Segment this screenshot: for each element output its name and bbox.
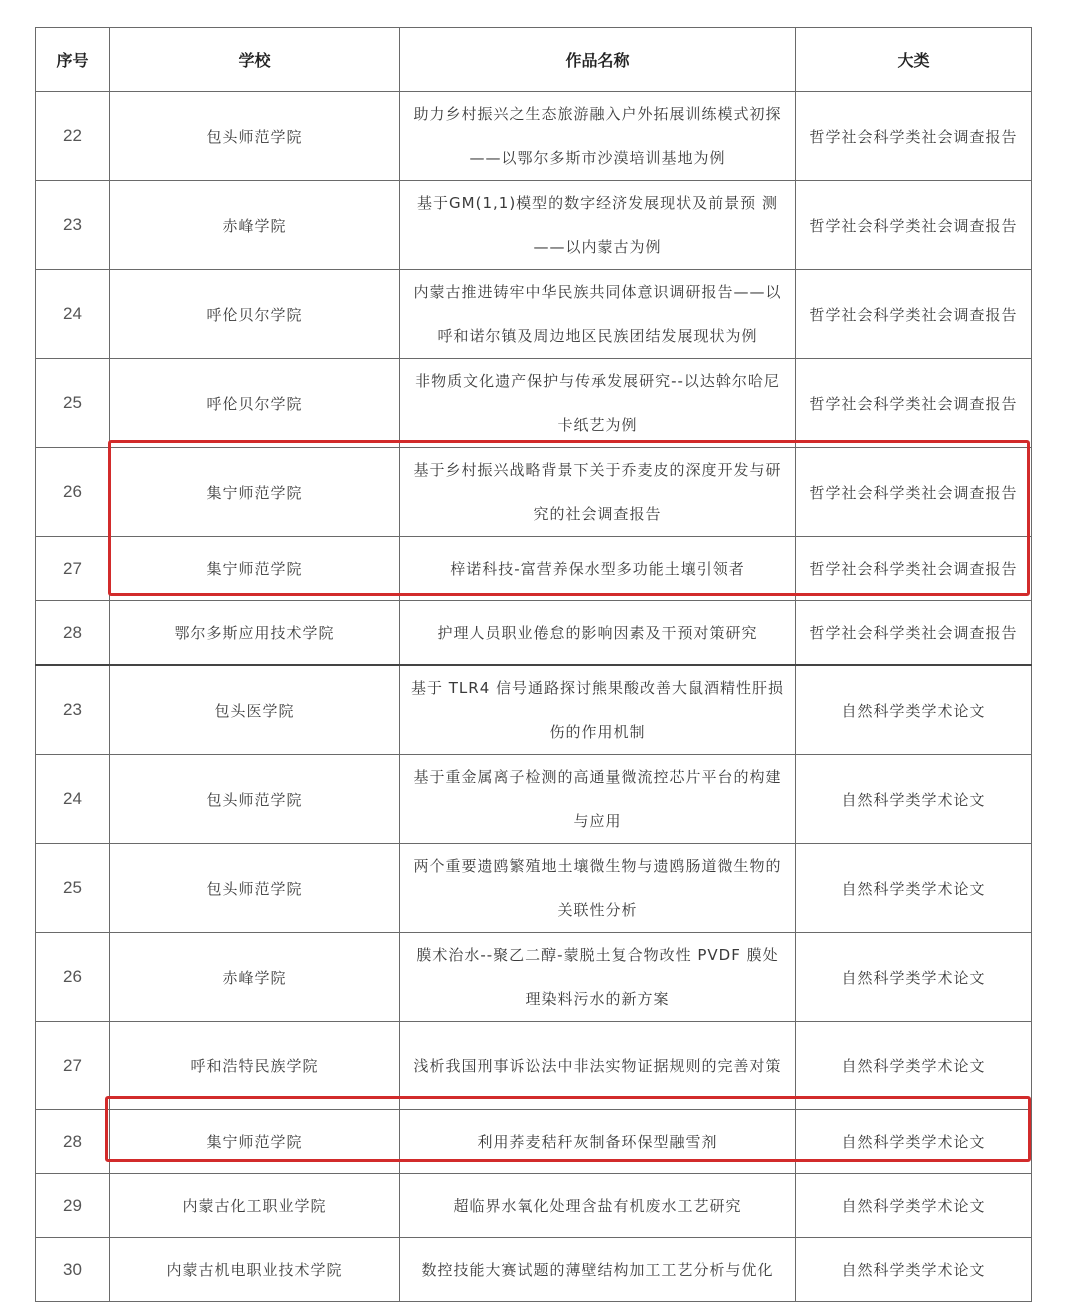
cell-number: 23 [36, 665, 110, 755]
cell-number: 25 [36, 844, 110, 933]
table-row [36, 844, 1032, 933]
table-row [36, 1174, 1032, 1238]
cell-category: 自然科学类学术论文 [796, 1022, 1032, 1110]
cell-title: 浅析我国刑事诉讼法中非法实物证据规则的完善对策 [400, 1022, 796, 1110]
cell-category: 自然科学类学术论文 [796, 755, 1032, 844]
cell-category: 哲学社会科学类社会调查报告 [796, 359, 1032, 448]
highlight-box-row-28 [105, 1096, 1031, 1162]
cell-school: 包头师范学院 [110, 755, 400, 844]
cell-category: 自然科学类学术论文 [796, 1238, 1032, 1302]
table-row [36, 665, 1032, 755]
cell-number: 25 [36, 359, 110, 448]
cell-number: 29 [36, 1174, 110, 1238]
cell-title: 利用荞麦秸秆灰制备环保型融雪剂 [400, 1110, 796, 1174]
cell-category: 自然科学类学术论文 [796, 933, 1032, 1022]
cell-category: 自然科学类学术论文 [796, 665, 1032, 755]
cell-number: 27 [36, 537, 110, 601]
cell-number: 26 [36, 448, 110, 537]
cell-number: 23 [36, 181, 110, 270]
cell-title: 非物质文化遗产保护与传承发展研究--以达斡尔哈尼卡纸艺为例 [400, 359, 796, 448]
cell-school: 集宁师范学院 [110, 1110, 400, 1174]
cell-category: 哲学社会科学类社会调查报告 [796, 181, 1032, 270]
highlight-box-rows-26-27 [108, 440, 1030, 596]
table-row [36, 181, 1032, 270]
table-row [36, 270, 1032, 359]
cell-title: 膜术治水--聚乙二醇-蒙脱土复合物改性 PVDF 膜处理染料污水的新方案 [400, 933, 796, 1022]
cell-school: 鄂尔多斯应用技术学院 [110, 601, 400, 666]
header-school: 学校 [110, 28, 400, 92]
cell-category: 自然科学类学术论文 [796, 1110, 1032, 1174]
cell-school: 集宁师范学院 [110, 537, 400, 601]
cell-title: 内蒙古推进铸牢中华民族共同体意识调研报告——以呼和诺尔镇及周边地区民族团结发展现状为例 [400, 270, 796, 359]
cell-number: 28 [36, 601, 110, 666]
table-row [36, 601, 1032, 666]
cell-category: 自然科学类学术论文 [796, 1174, 1032, 1238]
cell-title: 基于乡村振兴战略背景下关于乔麦皮的深度开发与研究的社会调查报告 [400, 448, 796, 537]
cell-school: 包头医学院 [110, 665, 400, 755]
cell-title: 基于重金属离子检测的高通量微流控芯片平台的构建与应用 [400, 755, 796, 844]
cell-number: 28 [36, 1110, 110, 1174]
cell-title: 超临界水氧化处理含盐有机废水工艺研究 [400, 1174, 796, 1238]
cell-school: 呼伦贝尔学院 [110, 359, 400, 448]
cell-title: 基于 TLR4 信号通路探讨熊果酸改善大鼠酒精性肝损伤的作用机制 [400, 665, 796, 755]
table-row [36, 933, 1032, 1022]
cell-category: 自然科学类学术论文 [796, 844, 1032, 933]
cell-number: 27 [36, 1022, 110, 1110]
cell-school: 呼伦贝尔学院 [110, 270, 400, 359]
cell-title: 数控技能大赛试题的薄壁结构加工工艺分析与优化 [400, 1238, 796, 1302]
cell-school: 赤峰学院 [110, 181, 400, 270]
cell-number: 22 [36, 92, 110, 181]
cell-category: 哲学社会科学类社会调查报告 [796, 92, 1032, 181]
cell-title: 助力乡村振兴之生态旅游融入户外拓展训练模式初探——以鄂尔多斯市沙漠培训基地为例 [400, 92, 796, 181]
table-row [36, 92, 1032, 181]
cell-title: 梓诺科技-富营养保水型多功能土壤引领者 [400, 537, 796, 601]
cell-school: 包头师范学院 [110, 92, 400, 181]
table-row [36, 1238, 1032, 1302]
header-title: 作品名称 [400, 28, 796, 92]
cell-number: 26 [36, 933, 110, 1022]
cell-category: 哲学社会科学类社会调查报告 [796, 270, 1032, 359]
cell-category: 哲学社会科学类社会调查报告 [796, 537, 1032, 601]
table-row [36, 755, 1032, 844]
cell-school: 内蒙古化工职业学院 [110, 1174, 400, 1238]
table-row [36, 359, 1032, 448]
cell-school: 集宁师范学院 [110, 448, 400, 537]
cell-title: 两个重要遗鸥繁殖地土壤微生物与遗鸥肠道微生物的关联性分析 [400, 844, 796, 933]
cell-category: 哲学社会科学类社会调查报告 [796, 448, 1032, 537]
header-category: 大类 [796, 28, 1032, 92]
cell-school: 包头师范学院 [110, 844, 400, 933]
header-number: 序号 [36, 28, 110, 92]
cell-school: 内蒙古机电职业技术学院 [110, 1238, 400, 1302]
cell-number: 30 [36, 1238, 110, 1302]
cell-title: 基于GM(1,1)模型的数字经济发展现状及前景预 测——以内蒙古为例 [400, 181, 796, 270]
cell-school: 呼和浩特民族学院 [110, 1022, 400, 1110]
cell-number: 24 [36, 755, 110, 844]
cell-number: 24 [36, 270, 110, 359]
cell-category: 哲学社会科学类社会调查报告 [796, 601, 1032, 666]
cell-title: 护理人员职业倦怠的影响因素及干预对策研究 [400, 601, 796, 666]
cell-school: 赤峰学院 [110, 933, 400, 1022]
header-row [36, 28, 1032, 92]
